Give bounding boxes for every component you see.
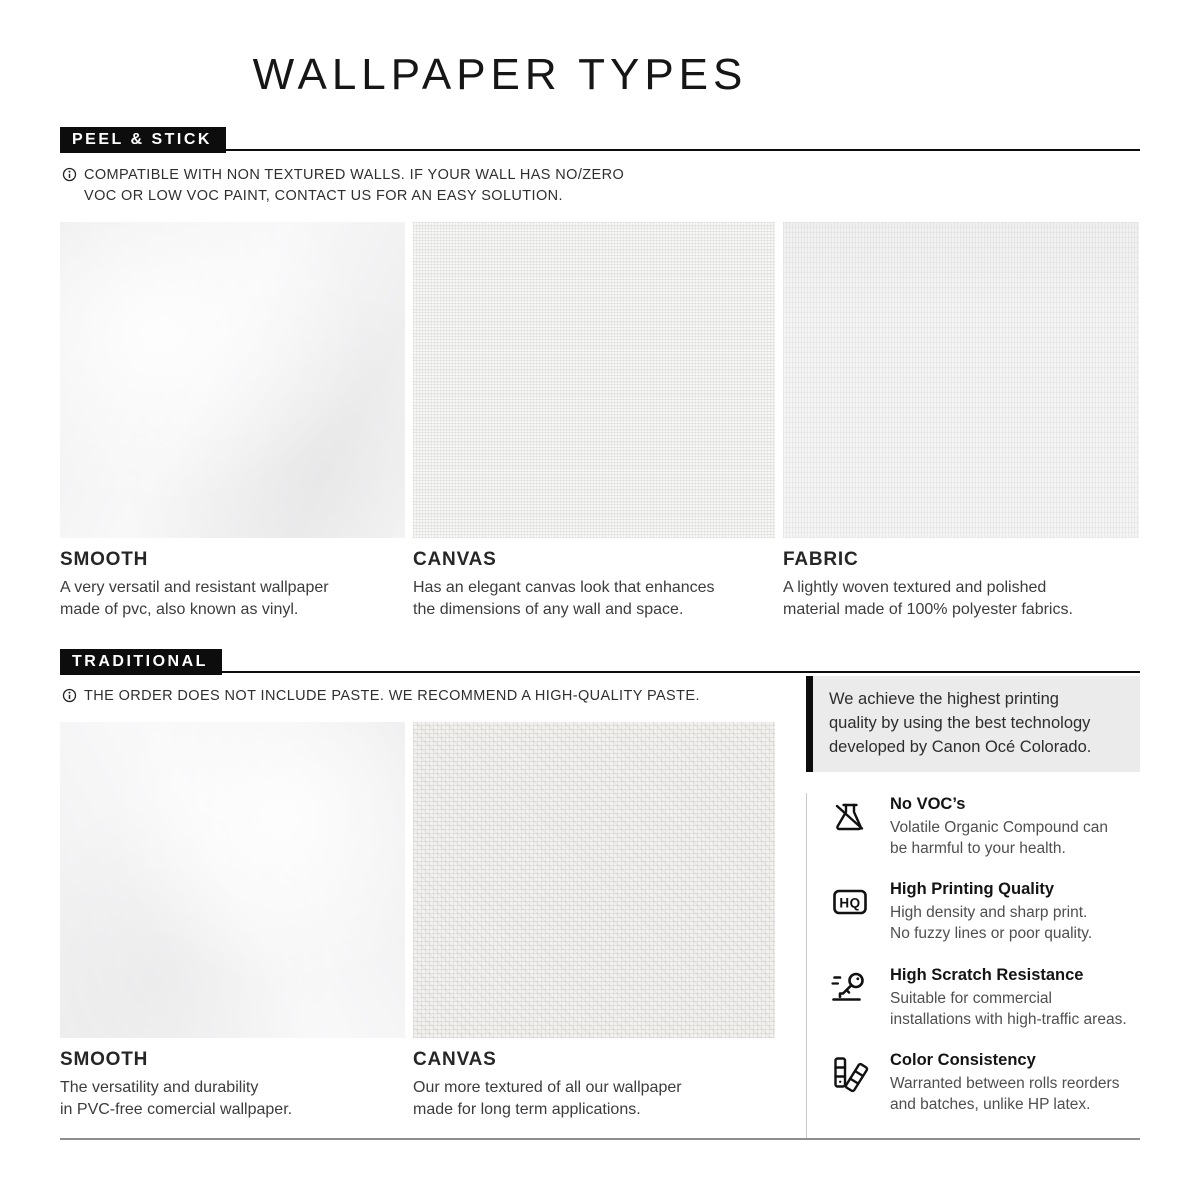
page-title: WALLPAPER TYPES: [252, 50, 748, 99]
swatch-card: [413, 222, 775, 621]
swatch-title: FABRIC: [783, 549, 859, 570]
bottom-divider: [60, 1138, 1140, 1140]
feature-title: High Printing Quality: [890, 880, 1055, 899]
swatch-row-peel-stick: [60, 222, 1140, 621]
swatch-card: [783, 222, 1139, 621]
note-traditional: [62, 686, 700, 707]
swatch-desc-line: A lightly woven textured and polished: [783, 579, 1047, 596]
swatch-title: CANVAS: [413, 1049, 497, 1070]
note-peel-stick: [62, 165, 624, 207]
swatch-desc-line: made of pvc, also known as vinyl.: [60, 601, 299, 619]
swatch-title: CANVAS: [413, 549, 497, 570]
feature-title: Color Consistency: [890, 1050, 1036, 1069]
note-line: COMPATIBLE WITH NON TEXTURED WALLS. IF YOUR WALL HAS NO/ZERO: [84, 167, 625, 183]
swatch-card: [60, 722, 405, 1121]
color-swatch-fan-icon: [830, 1051, 872, 1115]
info-icon: [62, 165, 77, 207]
swatch-desc-line: The versatility and durability: [60, 1079, 259, 1096]
swatch-title: SMOOTH: [60, 1049, 149, 1070]
swatch-title: SMOOTH: [60, 549, 149, 570]
quality-quote: [806, 676, 1140, 772]
svg-text:HQ: HQ: [839, 895, 861, 911]
section-header-traditional: [60, 649, 1140, 675]
swatch-desc-line: Our more textured of all our wallpaper: [413, 1079, 682, 1096]
quote-line: developed by Canon Océ Colorado.: [829, 738, 1092, 757]
swatch-desc-line: A very versatil and resistant wallpaper: [60, 579, 329, 596]
feature-high-scratch-resistance: [830, 966, 1140, 1030]
quote-line: We achieve the highest printing: [829, 690, 1059, 708]
feature-desc-line: be harmful to your health.: [890, 840, 1066, 858]
feature-no-voc: [830, 795, 1140, 859]
canvas-weave-swatch-image: [413, 222, 775, 538]
section-label-peel-stick: PEEL & STICK: [60, 127, 226, 153]
feature-desc-line: No fuzzy lines or poor quality.: [890, 925, 1093, 943]
feature-desc-line: Suitable for commercial: [890, 989, 1052, 1007]
swatch-desc-line: in PVC-free comercial wallpaper.: [60, 1101, 293, 1119]
canvas-textured-swatch-image: [413, 722, 775, 1038]
no-voc-flask-icon: [830, 795, 872, 859]
note-line: THE ORDER DOES NOT INCLUDE PASTE. WE RECOMMEND A HIGH-QUALITY PASTE.: [84, 688, 700, 704]
swatch-card: [413, 722, 775, 1121]
feature-title: No VOC’s: [890, 795, 966, 814]
section-label-traditional: TRADITIONAL: [60, 649, 222, 675]
quote-accent-bar: [806, 676, 813, 772]
feature-title: High Scratch Resistance: [890, 965, 1084, 984]
hq-badge-icon: [830, 880, 872, 944]
section-header-peel-stick: [60, 127, 1140, 153]
swatch-desc-line: the dimensions of any wall and space.: [413, 601, 684, 619]
section-rule: [60, 671, 1140, 673]
feature-list: [806, 793, 1140, 1138]
feature-high-printing-quality: [830, 880, 1140, 944]
smooth-vinyl-swatch-image: [60, 222, 405, 538]
swatch-desc-line: material made of 100% polyester fabrics.: [783, 601, 1073, 619]
feature-desc-line: Warranted between rolls reorders: [890, 1074, 1120, 1092]
scratch-key-icon: [830, 966, 872, 1030]
swatch-card: [60, 222, 405, 621]
feature-desc-line: High density and sharp print.: [890, 904, 1088, 922]
quote-line: quality by using the best technology: [829, 714, 1091, 733]
feature-color-consistency: [830, 1051, 1140, 1115]
feature-desc-line: Volatile Organic Compound can: [890, 819, 1108, 837]
swatch-desc-line: Has an elegant canvas look that enhances: [413, 579, 715, 596]
info-icon: [62, 686, 77, 707]
note-line: VOC OR LOW VOC PAINT, CONTACT US FOR AN EASY SOLUTION.: [84, 188, 563, 205]
feature-desc-line: and batches, unlike HP latex.: [890, 1095, 1091, 1113]
smooth-pvc-free-swatch-image: [60, 722, 405, 1038]
feature-desc-line: installations with high-traffic areas.: [890, 1010, 1127, 1028]
swatch-desc-line: made for long term applications.: [413, 1101, 641, 1119]
fabric-polyester-swatch-image: [783, 222, 1139, 538]
printing-quality-aside: [806, 676, 1140, 1138]
